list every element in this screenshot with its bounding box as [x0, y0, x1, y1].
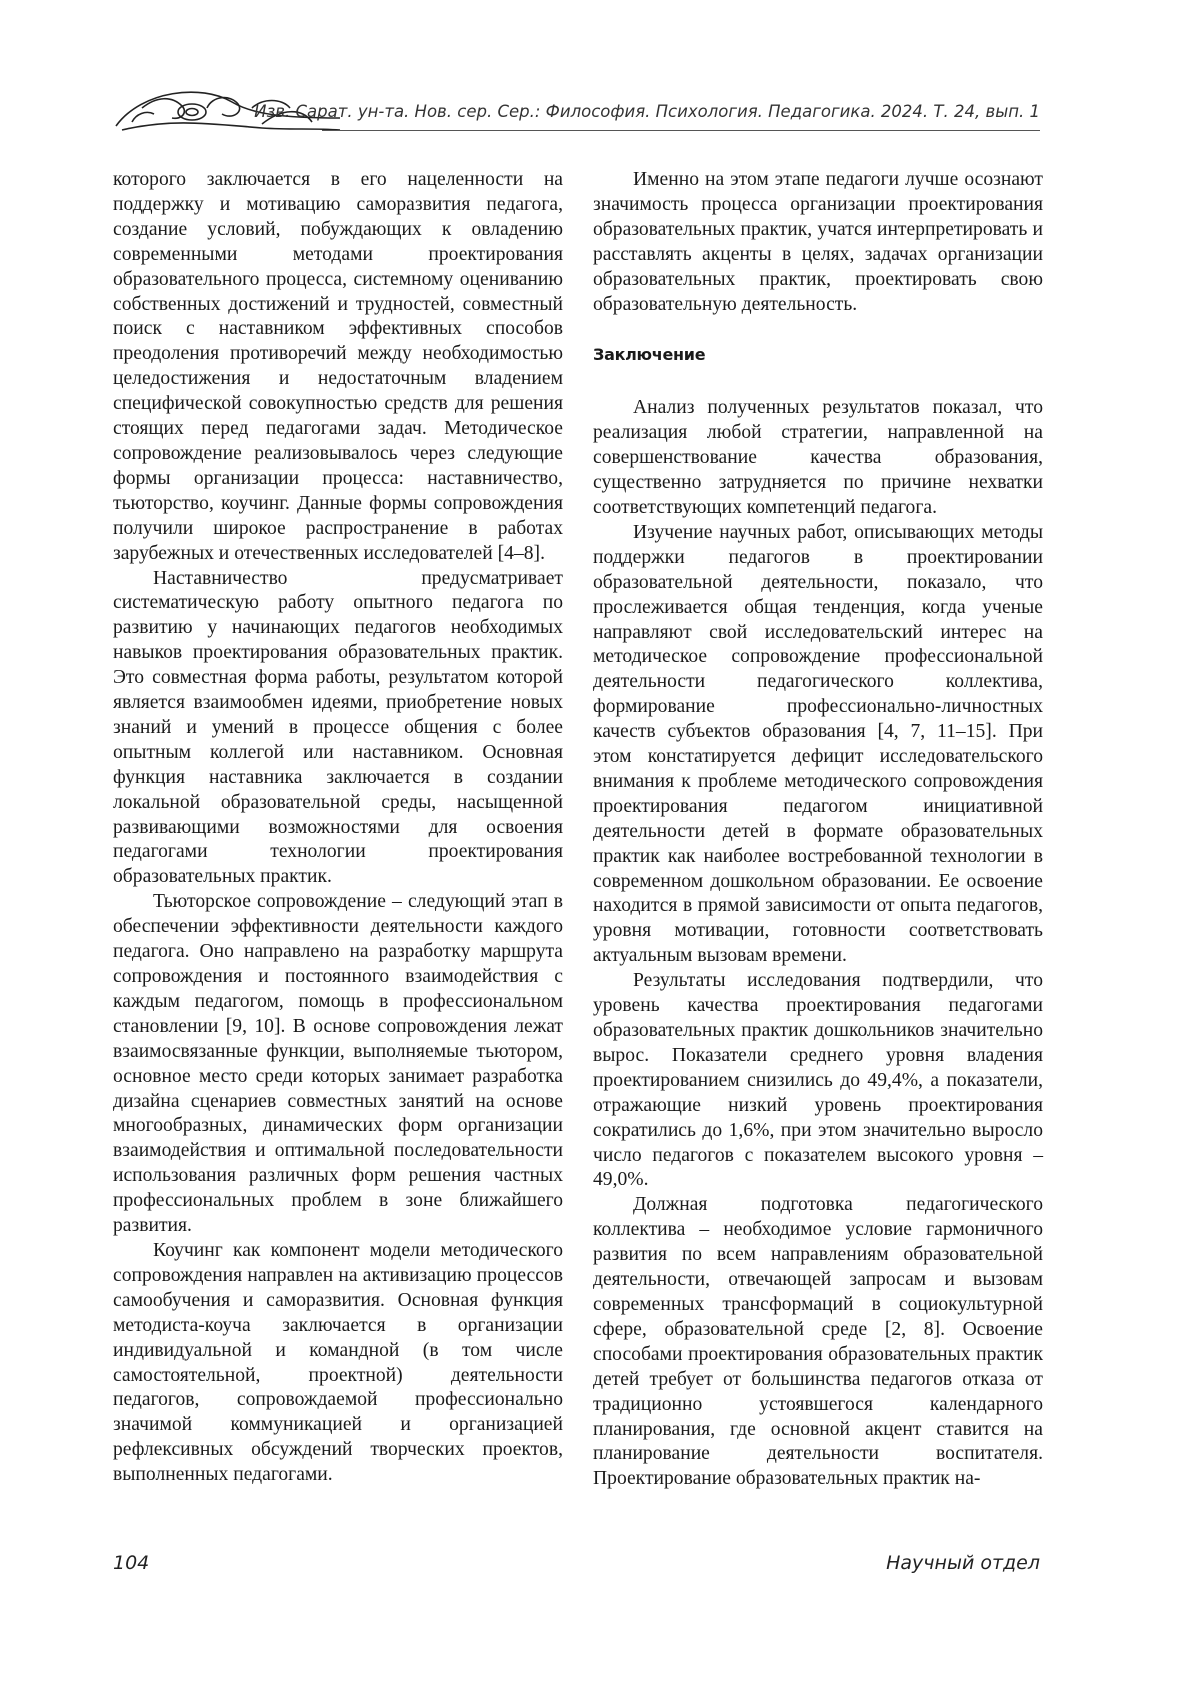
section-name: Научный отдел	[886, 1552, 1040, 1574]
paragraph: Результаты исследования подтвердили, что уровень качества проектирования педагогами образовательных практик дошкольников значительно вырос. Показатели среднего уровня владения проектированием снизились до 49,4%, а показатели, отражающие низкий уровень проектирования сократились до 1,6%, при этом значительно выросло число педагогов с показателем высокого уровня – 49,0%.	[593, 970, 1043, 1191]
left-column	[113, 168, 563, 1488]
paragraph: Именно на этом этапе педагоги лучше осознают значимость процесса организации проектирования образовательных практик, учатся интерпретировать и расставлять акценты в целях, задачах организации образовательных практик, проектировать свою образовательную деятельность.	[593, 169, 1043, 315]
paragraph: Изучение научных работ, описывающих методы поддержки педагогов в проектировании образовательной деятельности, показало, что прослеживается общая тенденция, когда ученые направляют свой исследовательский интерес на методическое сопровождение профессиональной деятельности педагогического коллектива, формирование профессионально-личностных качеств субъектов образования [4, 7, 11–15]. При этом констатируется дефицит исследовательского внимания к проблеме методического сопровождения проектирования педагогом инициативной деятельности детей в формате образовательных практик как наиболее востребованной технологии в современном дошкольном образовании. Ее освоение находится в прямой зависимости от опыта педагогов, уровня мотивации, готовности соответствовать актуальным вызовам времени.	[593, 521, 1043, 967]
section-heading: Заключение	[593, 345, 706, 365]
paragraph: Наставничество предусматривает систематическую работу опытного педагога по развитию у начинающих педагогов необходимых навыков проектирования образовательных практик. Это совместная форма работы, результатом которой является взаимообмен идеями, приобретение новых знаний и умений в процессе общения с более опытным коллегой или наставником. Основная функция наставника заключается в создании локальной образовательной среды, насыщенной развивающими возможностями для освоения педагогами технологии проектирования образовательных практик.	[113, 567, 563, 888]
page-number: 104	[113, 1552, 150, 1574]
journal-running-head: Изв. Сарат. ун-та. Нов. сер. Сер.: Философия. Психология. Педагогика. 2024. Т. 24, вып. 1	[254, 102, 1040, 121]
paragraph: Анализ полученных результатов показал, что реализация любой стратегии, направленной на совершенствование качества образования, существенно затрудняется по причине нехватки соответствующих компетенций педагога.	[593, 397, 1043, 518]
paragraph: которого заключается в его нацеленности на поддержку и мотивацию саморазвития педагога, создание условий, побуждающих к овладению современными методами проектирования образовательного процесса, системному оцениванию собственных достижений и трудностей, совместный поиск с наставником эффективных способов преодоления противоречий между необходимостью целедостижения и недостаточным владением специфической совокупностью средств для решения стоящих перед педагогами задач. Методическое сопровождение реализовывалось через следующие формы организации процесса: наставничество, тьюторство, коучинг. Данные формы сопровождения получили широкое распространение в работах зарубежных и отечественных исследователей [4–8].	[113, 169, 563, 564]
header-rule	[322, 130, 1040, 131]
right-column	[593, 168, 1043, 1492]
running-header	[112, 78, 1040, 140]
paragraph: Коучинг как компонент модели методического сопровождения направлен на активизацию процессов самообучения и саморазвития. Основная функция методиста-коуча заключается в организации индивидуальной и командной (в том числе самостоятельной, проектной) деятельности педагогов, сопровождаемой профессионально значимой коммуникацией и организацией рефлексивных обсуждений творческих проектов, выполненных педагогами.	[113, 1239, 563, 1486]
paragraph: Тьюторское сопровождение – следующий этап в обеспечении эффективности деятельности каждого педагога. Оно направлено на разработку маршрута сопровождения и постоянного взаимодействия с каждым педагогом, помощь в профессиональном становлении [9, 10]. В основе сопровождения лежат взаимосвязанные функции, выполняемые тьютором, основное место среди которых занимает разработка дизайна сценариев совместных занятий на основе многообразных, динамических форм организации взаимодействия и оптимальной последовательности использования различных форм решения частных профессиональных проблем в зоне ближайшего развития.	[113, 891, 563, 1237]
paragraph: Должная подготовка педагогического коллектива – необходимое условие гармоничного развития по всем направлениям образовательной деятельности, отвечающей запросам и вызовам современных трансформаций в социокультурной сфере, образовательной среде [2, 8]. Освоение способами проектирования образовательных практик детей требует от большинства педагогов отказа от традиционно устоявшегося календарного планирования, где основной акцент ставится на планирование деятельности воспитателя. Проектирование образовательных практик на-	[593, 1194, 1043, 1490]
